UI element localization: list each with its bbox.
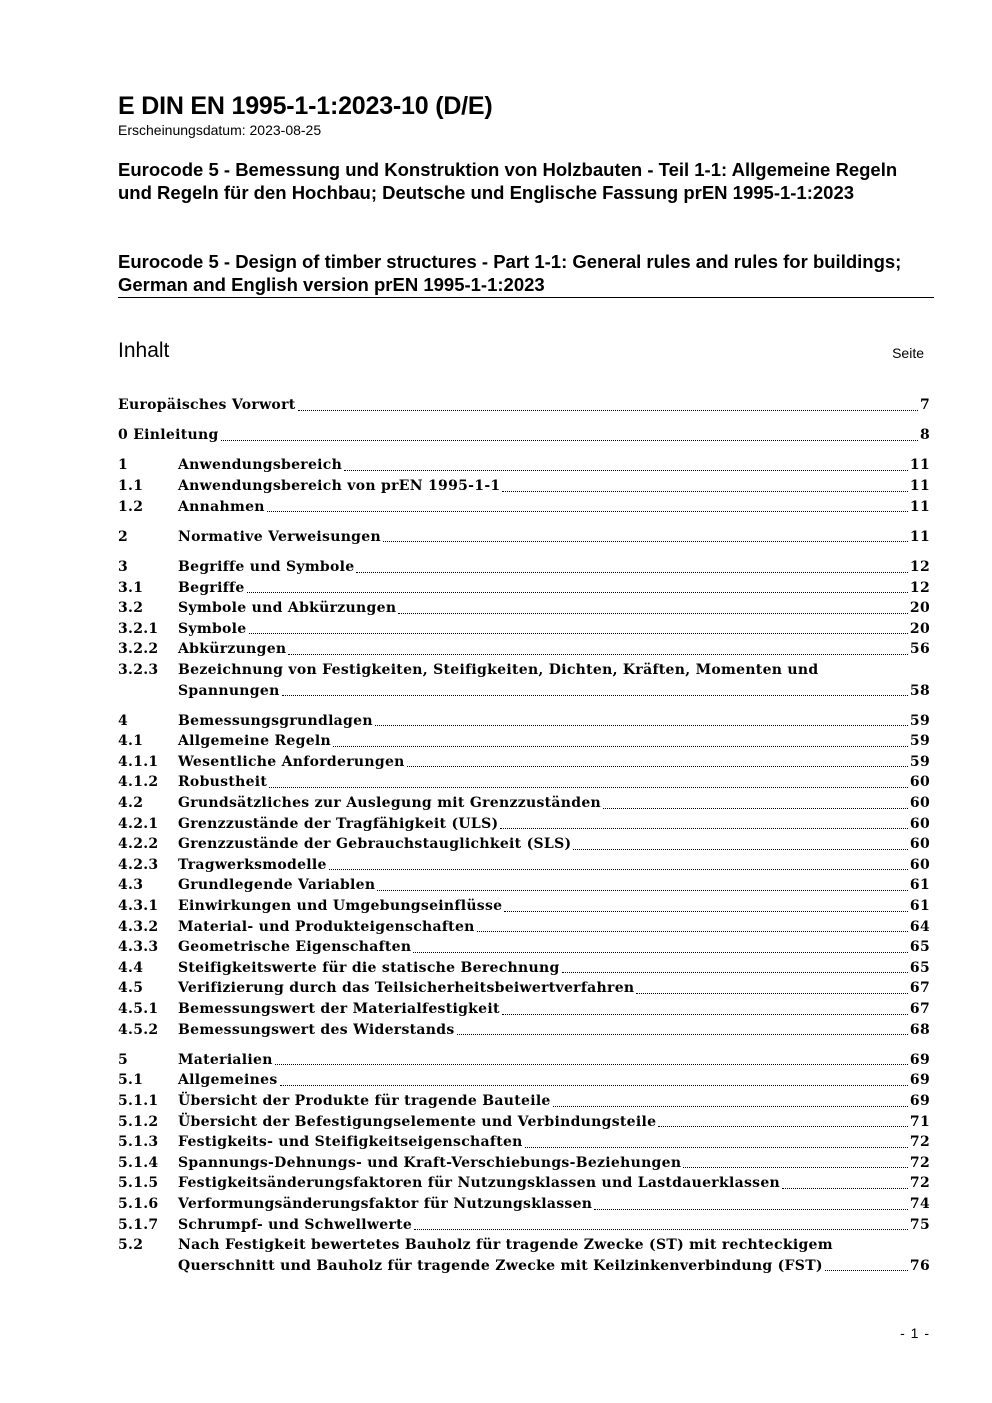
- toc-entry[interactable]: [118, 557, 930, 578]
- toc-leader: [658, 1122, 908, 1127]
- toc-entry-number: 4.3: [118, 877, 144, 894]
- toc-entry-number: 5.1.7: [118, 1216, 159, 1233]
- toc-entry-number: 3.2.1: [118, 620, 159, 637]
- toc-entry-title: Begriffe und Symbole: [178, 558, 355, 575]
- toc-entry-title: Robustheit: [178, 774, 268, 791]
- toc-entry[interactable]: [118, 425, 930, 446]
- toc-entry-page: 11: [909, 528, 930, 545]
- toc-entry-page: 12: [909, 579, 930, 596]
- toc-entry-continuation[interactable]: [118, 1256, 930, 1277]
- toc-entry-page: 60: [909, 836, 930, 853]
- toc-entry[interactable]: [118, 527, 930, 548]
- toc-entry-number: 5.1.6: [118, 1195, 159, 1212]
- toc-leader: [269, 783, 908, 788]
- toc-entry-number: 4.1.2: [118, 774, 159, 791]
- toc-entry-title: Übersicht der Produkte für tragende Bauteile: [178, 1092, 551, 1109]
- toc-entry-page: 20: [909, 620, 930, 637]
- toc-leader: [414, 1225, 908, 1230]
- toc-entry-number: 4.1.1: [118, 753, 159, 770]
- toc-entry-page: 59: [909, 733, 930, 750]
- toc-leader: [413, 948, 908, 953]
- toc-entry-number: 5.2: [118, 1237, 144, 1254]
- toc-entry-number: 5.1.3: [118, 1134, 159, 1151]
- toc-entry-title: Begriffe: [178, 579, 245, 596]
- toc-leader: [282, 691, 908, 696]
- toc-leader: [375, 721, 908, 726]
- toc-leader: [398, 609, 908, 614]
- toc-entry[interactable]: [118, 978, 930, 999]
- toc-entry-title: Festigkeitsänderungsfaktoren für Nutzungsklassen und Lastdauerklassen: [178, 1175, 781, 1192]
- toc-entry-continuation[interactable]: [118, 681, 930, 702]
- toc-entry-number: 1.1: [118, 477, 144, 494]
- toc-entry-number: 1: [118, 457, 129, 474]
- toc-entry-number: 4.2.3: [118, 856, 159, 873]
- toc-leader: [594, 1205, 908, 1210]
- toc-leader: [477, 927, 908, 932]
- toc-leader: [344, 466, 908, 471]
- document-title: E DIN EN 1995-1-1:2023-10 (D/E): [118, 92, 493, 120]
- toc-entry-page: 7: [919, 397, 930, 413]
- toc-entry[interactable]: [118, 1112, 930, 1133]
- toc-entry-number: 4.5.1: [118, 1001, 159, 1017]
- toc-entry-page: 60: [909, 856, 930, 873]
- toc-entry-title: Bemessungswert des Widerstands: [178, 1021, 455, 1038]
- toc-entry[interactable]: [118, 619, 930, 640]
- page-number: - 1 -: [900, 1325, 930, 1341]
- toc-entry[interactable]: [118, 814, 930, 835]
- toc-leader: [267, 507, 908, 512]
- toc-entry-page: 11: [909, 457, 930, 474]
- toc-entry-title: Allgemeines: [178, 1072, 278, 1089]
- toc-entry[interactable]: [118, 395, 930, 416]
- toc-entry-number: 5.1.2: [118, 1113, 159, 1130]
- toc-heading: Inhalt: [118, 339, 170, 362]
- toc-entry-title: Annahmen: [178, 498, 265, 515]
- toc-entry-page: 72: [909, 1134, 930, 1151]
- toc-entry-title: Bezeichnung von Festigkeiten, Steifigkeiten, Dichten, Kräften, Momenten und: [178, 661, 819, 678]
- toc-entry-title: Abkürzungen: [178, 641, 287, 658]
- toc-entry[interactable]: [118, 1153, 930, 1174]
- toc-entry-page: 59: [909, 712, 930, 729]
- toc-entry-page: 11: [909, 477, 930, 494]
- toc-entry[interactable]: [118, 711, 930, 732]
- toc-entry-page: 12: [909, 558, 930, 575]
- toc-leader: [221, 436, 918, 441]
- toc-entry-page: 61: [909, 898, 930, 915]
- toc-entry-number: 4.3.2: [118, 918, 159, 935]
- toc-entry-number: 4.4: [118, 959, 144, 976]
- toc-entry-title: Material- und Produkteigenschaften: [178, 918, 475, 935]
- toc-entry-page: 69: [909, 1051, 930, 1068]
- toc-entry-page: 76: [909, 1257, 930, 1274]
- toc-entry-page: 65: [909, 959, 930, 976]
- toc-entry[interactable]: [118, 752, 930, 773]
- toc-entry-title: Grenzzustände der Gebrauchstauglichkeit (SLS): [178, 836, 572, 853]
- toc-leader: [377, 886, 908, 891]
- toc-entry-page: 72: [909, 1154, 930, 1171]
- title-german: Eurocode 5 - Bemessung und Konstruktion von Holzbauten - Teil 1-1: Allgemeine Regeln und Regeln für den Hochbau; Deutsche und Englische Fassung prEN 1995-1-1:2023: [118, 159, 898, 203]
- toc-entry-page: 64: [909, 918, 930, 935]
- toc-entry-number: 4.2: [118, 795, 144, 812]
- toc-entry-number: 1.2: [118, 498, 144, 515]
- toc-leader: [502, 1010, 908, 1015]
- toc-entry-title: Schrumpf- und Schwellwerte: [178, 1216, 413, 1233]
- toc-entry-title: Anwendungsbereich von prEN 1995-1-1: [178, 477, 501, 494]
- toc-entry-title: Verifizierung durch das Teilsicherheitsbeiwertverfahren: [178, 980, 635, 997]
- toc-leader: [383, 537, 908, 542]
- toc-leader: [603, 804, 908, 809]
- toc-leader: [356, 568, 907, 573]
- toc-entry-title: Übersicht der Befestigungselemente und Verbindungsteile: [178, 1113, 657, 1130]
- toc-entry-number: 4.3.1: [118, 898, 159, 915]
- toc-entry-title: Symbole und Abkürzungen: [178, 600, 397, 617]
- toc-entry[interactable]: [118, 1215, 930, 1236]
- toc-leader: [457, 1030, 908, 1035]
- toc-entry-page: 69: [909, 1092, 930, 1109]
- toc-entry[interactable]: [118, 639, 930, 660]
- toc-entry-number: 3.2: [118, 600, 144, 617]
- toc-leader: [504, 907, 908, 912]
- toc-entry-page: 58: [909, 682, 930, 699]
- toc-entry[interactable]: [118, 793, 930, 814]
- toc-entry-number: 3.2.2: [118, 641, 159, 658]
- toc-leader: [782, 1184, 908, 1189]
- toc-entry-title: Europäisches Vorwort: [118, 397, 296, 413]
- toc-entry-title-cont: Spannungen: [178, 682, 280, 699]
- toc-entry-page: 65: [909, 939, 930, 956]
- toc-entry-page: 60: [909, 774, 930, 791]
- toc-entry[interactable]: [118, 578, 930, 599]
- toc-entry[interactable]: [118, 937, 930, 958]
- toc-entry[interactable]: [118, 875, 930, 896]
- toc-entry-title: Spannungs-Dehnungs- und Kraft-Verschiebungs-Beziehungen: [178, 1154, 682, 1171]
- toc-entry-page: 60: [909, 815, 930, 832]
- toc-entry-number: 5.1.1: [118, 1092, 159, 1109]
- toc-entry-title: Materialien: [178, 1051, 273, 1068]
- title-rule: [118, 297, 934, 298]
- toc-entry-title: Normative Verweisungen: [178, 528, 381, 545]
- toc-leader: [275, 1060, 908, 1065]
- toc-leader: [247, 588, 908, 593]
- toc-entry-page: 61: [909, 877, 930, 894]
- toc-entry[interactable]: [118, 1020, 930, 1041]
- toc-entry-number: 4.1: [118, 733, 144, 750]
- toc-entry[interactable]: [118, 1070, 930, 1091]
- toc-entry-title: 0 Einleitung: [118, 427, 219, 444]
- title-english: Eurocode 5 - Design of timber structures - Part 1-1: General rules and rules for buildings; German and English version prEN 1995-1-1:2023: [118, 251, 902, 295]
- toc-entry-title: Steifigkeitswerte für die statische Berechnung: [178, 959, 560, 976]
- toc-entry[interactable]: [118, 476, 930, 497]
- toc-entry[interactable]: [118, 855, 930, 876]
- toc-entry-number: 4.2.2: [118, 836, 159, 853]
- toc-entry-number: 2: [118, 528, 129, 545]
- toc-entry-number: 4.2.1: [118, 815, 159, 832]
- toc-leader: [500, 824, 908, 829]
- toc-entry-number: 4: [118, 712, 129, 729]
- toc-entry[interactable]: [118, 598, 930, 619]
- toc-entry[interactable]: [118, 896, 930, 917]
- toc-leader: [298, 406, 918, 411]
- toc-entry-number: 4.5.2: [118, 1021, 159, 1038]
- toc-entry-title: Symbole: [178, 620, 247, 637]
- toc-entry-page: 60: [909, 795, 930, 812]
- toc-entry[interactable]: [118, 455, 930, 476]
- toc-entry[interactable]: [118, 1050, 930, 1071]
- toc-entry[interactable]: [118, 731, 930, 752]
- toc-entry[interactable]: [118, 1235, 930, 1256]
- toc-entry-title: Nach Festigkeit bewertetes Bauholz für tragende Zwecke (ST) mit rechteckigem: [178, 1237, 833, 1254]
- toc-leader: [288, 650, 908, 655]
- toc-entry[interactable]: [118, 834, 930, 855]
- toc-entry[interactable]: [118, 1132, 930, 1153]
- toc-entry[interactable]: [118, 958, 930, 979]
- toc-leader: [280, 1081, 908, 1086]
- toc-entry-title: Grundsätzliches zur Auslegung mit Grenzzuständen: [178, 795, 602, 812]
- toc-leader: [249, 629, 908, 634]
- toc-entry-number: 5.1: [118, 1072, 144, 1089]
- toc-entry-page: 72: [909, 1175, 930, 1192]
- toc-entry[interactable]: [118, 1194, 930, 1215]
- toc-leader: [329, 865, 908, 870]
- toc-entry-number: 3: [118, 558, 129, 575]
- toc-entry-page: 71: [909, 1113, 930, 1130]
- toc-leader: [562, 968, 908, 973]
- table-of-contents: [118, 395, 930, 1276]
- toc-entry-title: Verformungsänderungsfaktor für Nutzungsklassen: [178, 1195, 593, 1212]
- toc-page-label: Seite: [892, 345, 924, 361]
- toc-entry-title: Bemessungswert der Materialfestigkeit: [178, 1001, 500, 1017]
- toc-entry-title: Anwendungsbereich: [178, 457, 343, 474]
- toc-leader: [825, 1266, 908, 1271]
- toc-entry-page: 68: [909, 1021, 930, 1038]
- toc-leader: [407, 762, 908, 767]
- toc-entry-page: 8: [919, 427, 930, 444]
- toc-entry-number: 4.5: [118, 980, 144, 997]
- toc-entry-number: 5.1.5: [118, 1175, 159, 1192]
- toc-entry[interactable]: [118, 917, 930, 938]
- toc-leader: [573, 845, 908, 850]
- toc-entry[interactable]: [118, 660, 930, 681]
- publication-date: Erscheinungsdatum: 2023-08-25: [118, 122, 322, 138]
- toc-entry-page: 74: [909, 1195, 930, 1212]
- toc-entry[interactable]: [118, 497, 930, 518]
- toc-leader: [525, 1143, 908, 1148]
- toc-leader: [683, 1163, 908, 1168]
- toc-entry-title: Grenzzustände der Tragfähigkeit (ULS): [178, 815, 499, 832]
- toc-entry-page: 69: [909, 1072, 930, 1089]
- toc-entry[interactable]: [118, 772, 930, 793]
- toc-entry[interactable]: [118, 1173, 930, 1194]
- toc-entry-title: Tragwerksmodelle: [178, 856, 327, 873]
- toc-entry-title: Wesentliche Anforderungen: [178, 753, 405, 770]
- toc-entry-number: 5.1.4: [118, 1154, 159, 1171]
- toc-entry-page: 67: [909, 1001, 930, 1017]
- toc-entry-title-cont: Querschnitt und Bauholz für tragende Zwecke mit Keilzinkenverbindung (FST): [178, 1257, 823, 1274]
- toc-entry-number: 3.2.3: [118, 661, 159, 678]
- toc-entry-title: Einwirkungen und Umgebungseinflüsse: [178, 898, 503, 915]
- toc-entry-title: Bemessungsgrundlagen: [178, 712, 373, 729]
- toc-entry-title: Festigkeits- und Steifigkeitseigenschaften: [178, 1134, 523, 1151]
- toc-entry-title: Grundlegende Variablen: [178, 877, 376, 894]
- toc-entry-page: 11: [909, 498, 930, 515]
- toc-entry-page: 59: [909, 753, 930, 770]
- toc-entry-page: 75: [909, 1216, 930, 1233]
- toc-entry-title: Geometrische Eigenschaften: [178, 939, 412, 956]
- toc-entry-number: 5: [118, 1051, 129, 1068]
- toc-leader: [553, 1102, 908, 1107]
- toc-leader: [636, 989, 908, 994]
- toc-entry[interactable]: [118, 999, 930, 1020]
- toc-entry-page: 20: [909, 600, 930, 617]
- toc-entry[interactable]: [118, 1091, 930, 1112]
- toc-entry-page: 56: [909, 641, 930, 658]
- toc-entry-page: 67: [909, 980, 930, 997]
- toc-entry-number: 3.1: [118, 579, 144, 596]
- toc-entry-number: 4.3.3: [118, 939, 159, 956]
- toc-entry-title: Allgemeine Regeln: [178, 733, 332, 750]
- toc-leader: [333, 742, 908, 747]
- toc-leader: [502, 487, 907, 492]
